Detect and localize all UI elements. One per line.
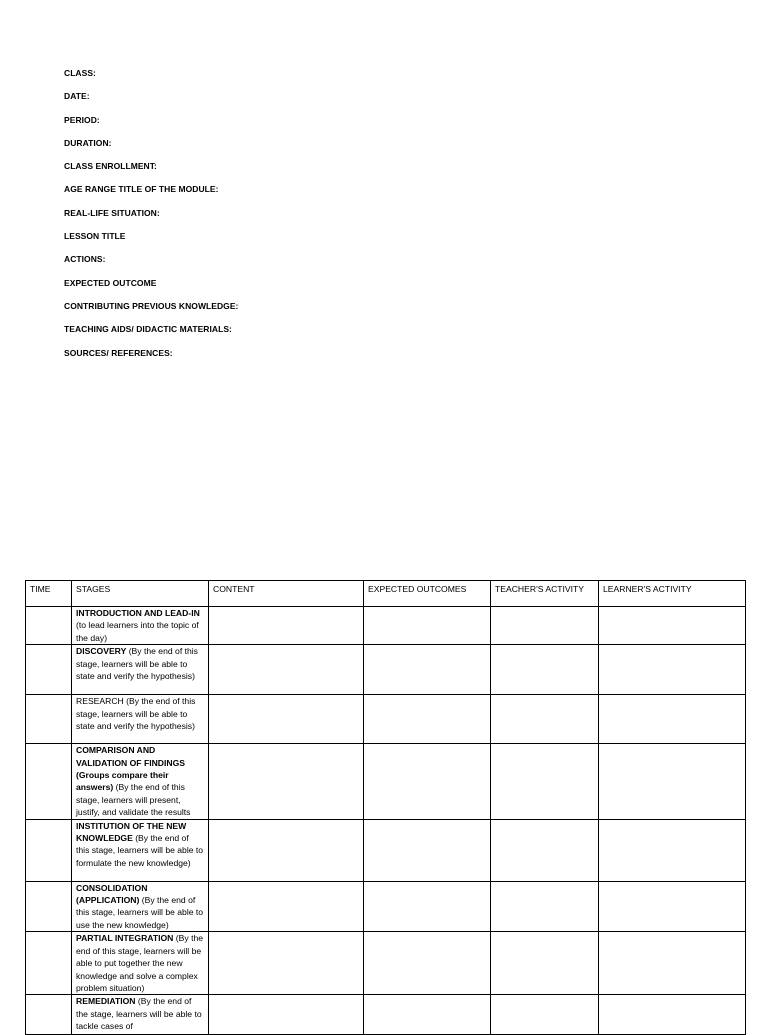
stage-description: (to lead learners into the topic of the day) <box>76 620 199 643</box>
content-cell[interactable] <box>209 607 364 645</box>
content-cell[interactable] <box>209 995 364 1035</box>
table-row <box>26 607 746 645</box>
header-expected-outcomes: EXPECTED OUTCOMES <box>364 581 491 607</box>
field-period: PERIOD: <box>64 114 100 125</box>
content-cell[interactable] <box>209 645 364 695</box>
stage-description: RESEARCH (By the end of this stage, learners will be able to state and verify the hypothesis) <box>76 696 196 732</box>
table-row <box>26 744 746 819</box>
stage-cell <box>72 819 209 881</box>
time-cell[interactable] <box>26 819 72 881</box>
lesson-plan-header-fields <box>64 67 238 370</box>
teacher-activity-cell[interactable] <box>491 744 599 819</box>
field-date: DATE: <box>64 91 90 102</box>
stage-cell <box>72 995 209 1035</box>
content-cell[interactable] <box>209 744 364 819</box>
stage-description: (By the end of this stage, learners will be able to use the new knowledge) <box>76 895 204 930</box>
table-row <box>26 819 746 881</box>
learner-activity-cell[interactable] <box>599 932 746 995</box>
stage-title: PARTIAL INTEGRATION <box>76 933 174 944</box>
stage-cell <box>72 607 209 645</box>
teacher-activity-cell[interactable] <box>491 995 599 1035</box>
header-learners-activity: LEARNER'S ACTIVITY <box>599 581 746 607</box>
teacher-activity-cell[interactable] <box>491 695 599 744</box>
stage-title: REMEDIATION <box>76 996 136 1007</box>
field-class-enrollment: CLASS ENROLLMENT: <box>64 161 157 172</box>
expected-outcomes-cell[interactable] <box>364 607 491 645</box>
field-sources-references: SOURCES/ REFERENCES: <box>64 347 173 358</box>
stage-title: DISCOVERY <box>76 646 127 657</box>
stage-cell <box>72 695 209 744</box>
content-cell[interactable] <box>209 819 364 881</box>
field-previous-knowledge: CONTRIBUTING PREVIOUS KNOWLEDGE: <box>64 300 239 311</box>
learner-activity-cell[interactable] <box>599 645 746 695</box>
lesson-plan-table <box>25 580 746 1035</box>
content-cell[interactable] <box>209 881 364 932</box>
time-cell[interactable] <box>26 881 72 932</box>
learner-activity-cell[interactable] <box>599 744 746 819</box>
teacher-activity-cell[interactable] <box>491 607 599 645</box>
learner-activity-cell[interactable] <box>599 881 746 932</box>
table-row <box>26 645 746 695</box>
expected-outcomes-cell[interactable] <box>364 695 491 744</box>
stage-title: INSTITUTION OF THE NEW KNOWLEDGE <box>76 820 187 844</box>
learner-activity-cell[interactable] <box>599 819 746 881</box>
stage-cell <box>72 932 209 995</box>
stage-title: CONSOLIDATION (APPLICATION) <box>76 882 148 906</box>
header-content: CONTENT <box>209 581 364 607</box>
table-row <box>26 995 746 1035</box>
stage-description: (By the end of this stage, learners will present, justify, and validate the results <box>76 782 191 818</box>
teacher-activity-cell[interactable] <box>491 819 599 881</box>
expected-outcomes-cell[interactable] <box>364 819 491 881</box>
field-class: CLASS: <box>64 68 96 78</box>
table-row <box>26 932 746 995</box>
stage-title: INTRODUCTION AND LEAD-IN <box>76 608 200 618</box>
time-cell[interactable] <box>26 995 72 1035</box>
stage-description: (By the end of this stage, learners will be able to formulate the new knowledge) <box>76 833 204 868</box>
field-expected-outcome: EXPECTED OUTCOME <box>64 277 157 288</box>
expected-outcomes-cell[interactable] <box>364 881 491 932</box>
stage-description: (By the end of the stage, learners will be able to tackle cases of <box>76 996 202 1032</box>
expected-outcomes-cell[interactable] <box>364 645 491 695</box>
content-cell[interactable] <box>209 695 364 744</box>
stage-description: (By the end of this stage, learners will be able to state and verify the hypothesis) <box>76 646 198 682</box>
expected-outcomes-cell[interactable] <box>364 995 491 1035</box>
table-header-row <box>26 581 746 607</box>
time-cell[interactable] <box>26 607 72 645</box>
learner-activity-cell[interactable] <box>599 607 746 645</box>
stage-description: (By the end of this stage, learners will be able to put together the new knowledge and solve a complex problem situation) <box>76 933 204 993</box>
table-row <box>26 695 746 744</box>
field-teaching-aids: TEACHING AIDS/ DIDACTIC MATERIALS: <box>64 324 232 335</box>
header-stages: STAGES <box>72 581 209 607</box>
field-duration: DURATION: <box>64 137 112 148</box>
field-actions: ACTIONS: <box>64 254 106 265</box>
expected-outcomes-cell[interactable] <box>364 932 491 995</box>
teacher-activity-cell[interactable] <box>491 881 599 932</box>
stage-cell <box>72 881 209 932</box>
time-cell[interactable] <box>26 744 72 819</box>
header-time: TIME <box>26 581 72 607</box>
field-real-life-situation: REAL-LIFE SITUATION: <box>64 207 160 218</box>
teacher-activity-cell[interactable] <box>491 932 599 995</box>
content-cell[interactable] <box>209 932 364 995</box>
learner-activity-cell[interactable] <box>599 695 746 744</box>
stage-cell <box>72 645 209 695</box>
teacher-activity-cell[interactable] <box>491 645 599 695</box>
learner-activity-cell[interactable] <box>599 995 746 1035</box>
stage-title: COMPARISON AND VALIDATION OF FINDINGS (Groups compare their answers) <box>76 745 186 793</box>
time-cell[interactable] <box>26 695 72 744</box>
table-row <box>26 881 746 932</box>
time-cell[interactable] <box>26 645 72 695</box>
field-lesson-title: LESSON TITLE <box>64 231 126 242</box>
expected-outcomes-cell[interactable] <box>364 744 491 819</box>
header-teachers-activity: TEACHER'S ACTIVITY <box>491 581 599 607</box>
stage-cell <box>72 744 209 819</box>
field-age-range-title: AGE RANGE TITLE OF THE MODULE: <box>64 184 219 195</box>
time-cell[interactable] <box>26 932 72 995</box>
